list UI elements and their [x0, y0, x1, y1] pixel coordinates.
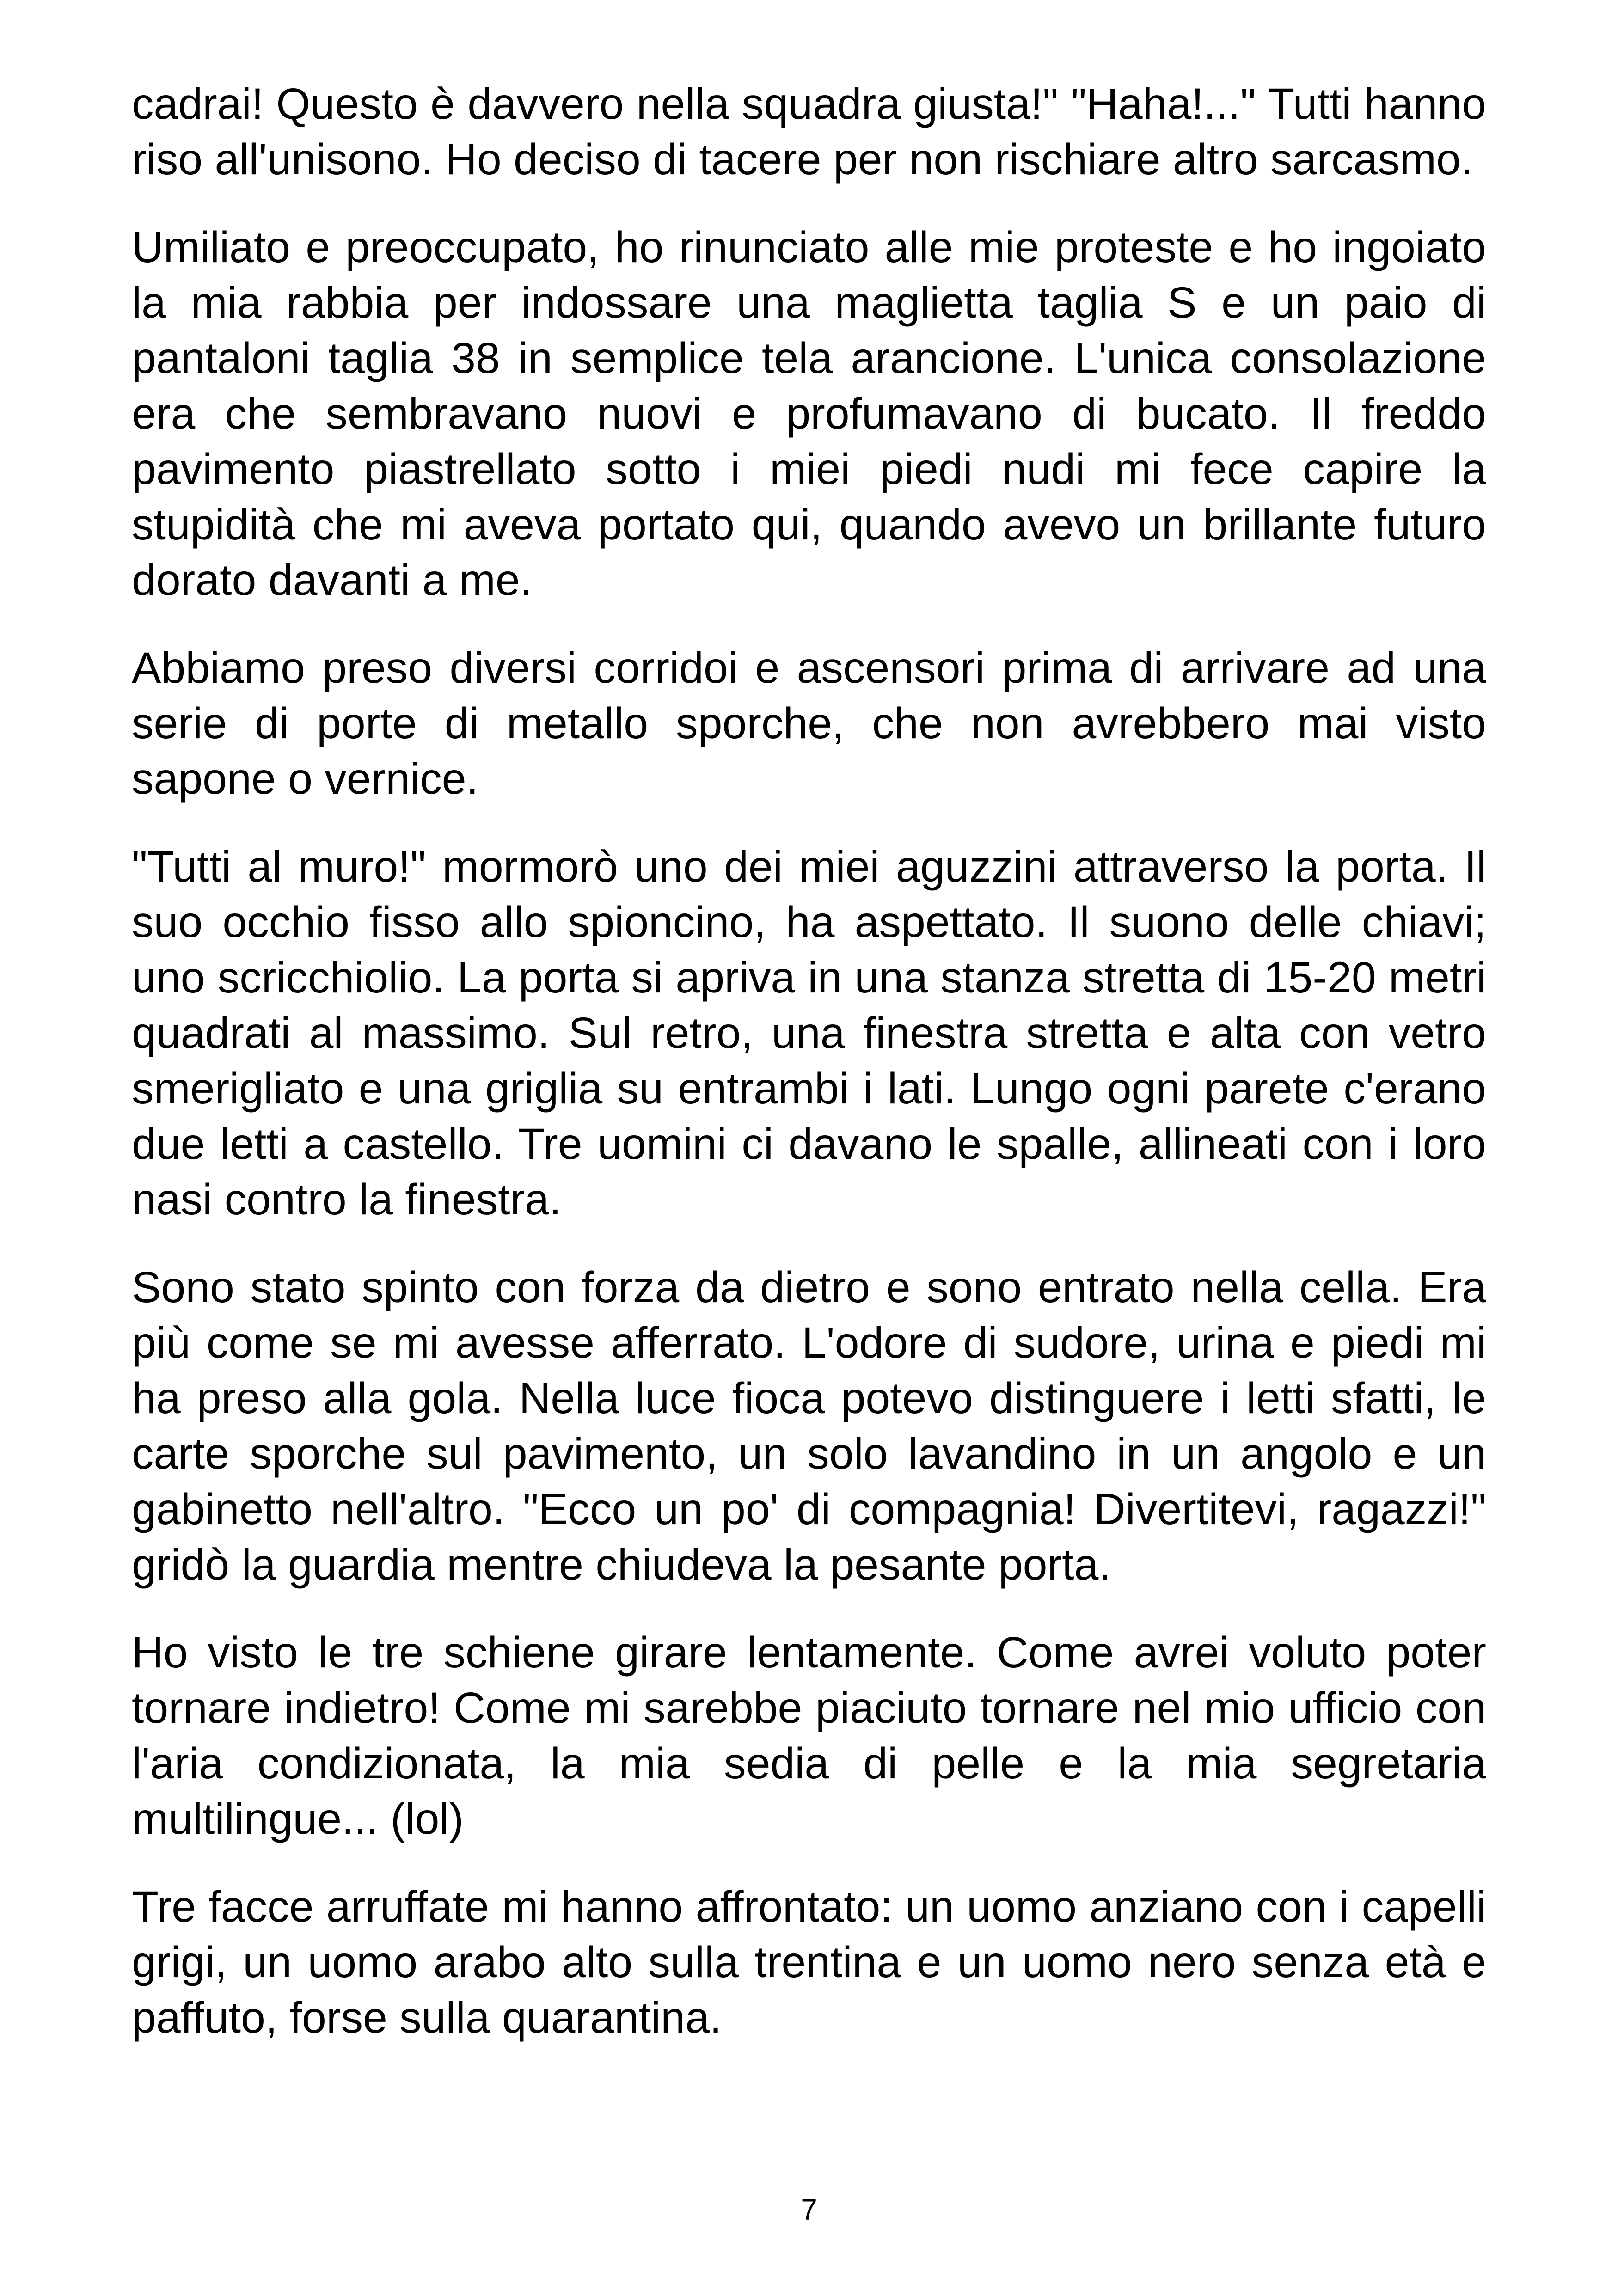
paragraph-1: cadrai! Questo è davvero nella squadra giusta!" "Haha!..." Tutti hanno riso all'unisono. Ho deciso di tacere per non rischiare altro sarcasmo. [132, 80, 1486, 184]
paragraph-5: Sono stato spinto con forza da dietro e sono entrato nella cella. Era più come se mi avesse afferrato. L'odore di sudore, urina e piedi mi ha preso alla gola. Nella luce fioca potevo distinguere i letti sfatti, le carte sporche sul pavimento, un solo lavandino in un angolo e un gabinetto nell'altro. "Ecco un po' di compagnia! Divertitevi, ragazzi!" gridò la guardia mentre chiudeva la pesante porta. [132, 1263, 1486, 1589]
paragraph-6: Ho visto le tre schiene girare lentamente. Come avrei voluto poter tornare indietro! Come mi sarebbe piaciuto tornare nel mio ufficio con l'aria condizionata, la mia sedia di pelle e la mia segretaria multilingue... (lol) [132, 1628, 1486, 1843]
paragraph-3: Abbiamo preso diversi corridoi e ascensori prima di arrivare ad una serie di porte di metallo sporche, che non avrebbero mai visto sapone o vernice. [132, 643, 1486, 803]
page-number: 7 [801, 2193, 817, 2226]
paragraph-2: Umiliato e preoccupato, ho rinunciato alle mie proteste e ho ingoiato la mia rabbia per indossare una maglietta taglia S e un paio di pantaloni taglia 38 in semplice tela arancione. L'unica consolazione era che sembravano nuovi e profumavano di bucato. Il freddo pavimento piastrellato sotto i miei piedi nudi mi fece capire la stupidità che mi aveva portato qui, quando avevo un brillante futuro dorato davanti a me. [132, 223, 1486, 605]
page-body [132, 76, 1486, 2078]
paragraph-7: Tre facce arruffate mi hanno affrontato: un uomo anziano con i capelli grigi, un uomo arabo alto sulla trentina e un uomo nero senza età e paffuto, forse sulla quarantina. [132, 1882, 1486, 2042]
paragraph-4: "Tutti al muro!" mormorò uno dei miei aguzzini attraverso la porta. Il suo occhio fisso allo spioncino, ha aspettato. Il suono delle chiavi; uno scricchiolio. La porta si apriva in una stanza stretta di 15-20 metri quadrati al massimo. Sul retro, una finestra stretta e alta con vetro smerigliato e una griglia su entrambi i lati. Lungo ogni parete c'erano due letti a castello. Tre uomini ci davano le spalle, allineati con i loro nasi contro la finestra. [132, 842, 1486, 1224]
